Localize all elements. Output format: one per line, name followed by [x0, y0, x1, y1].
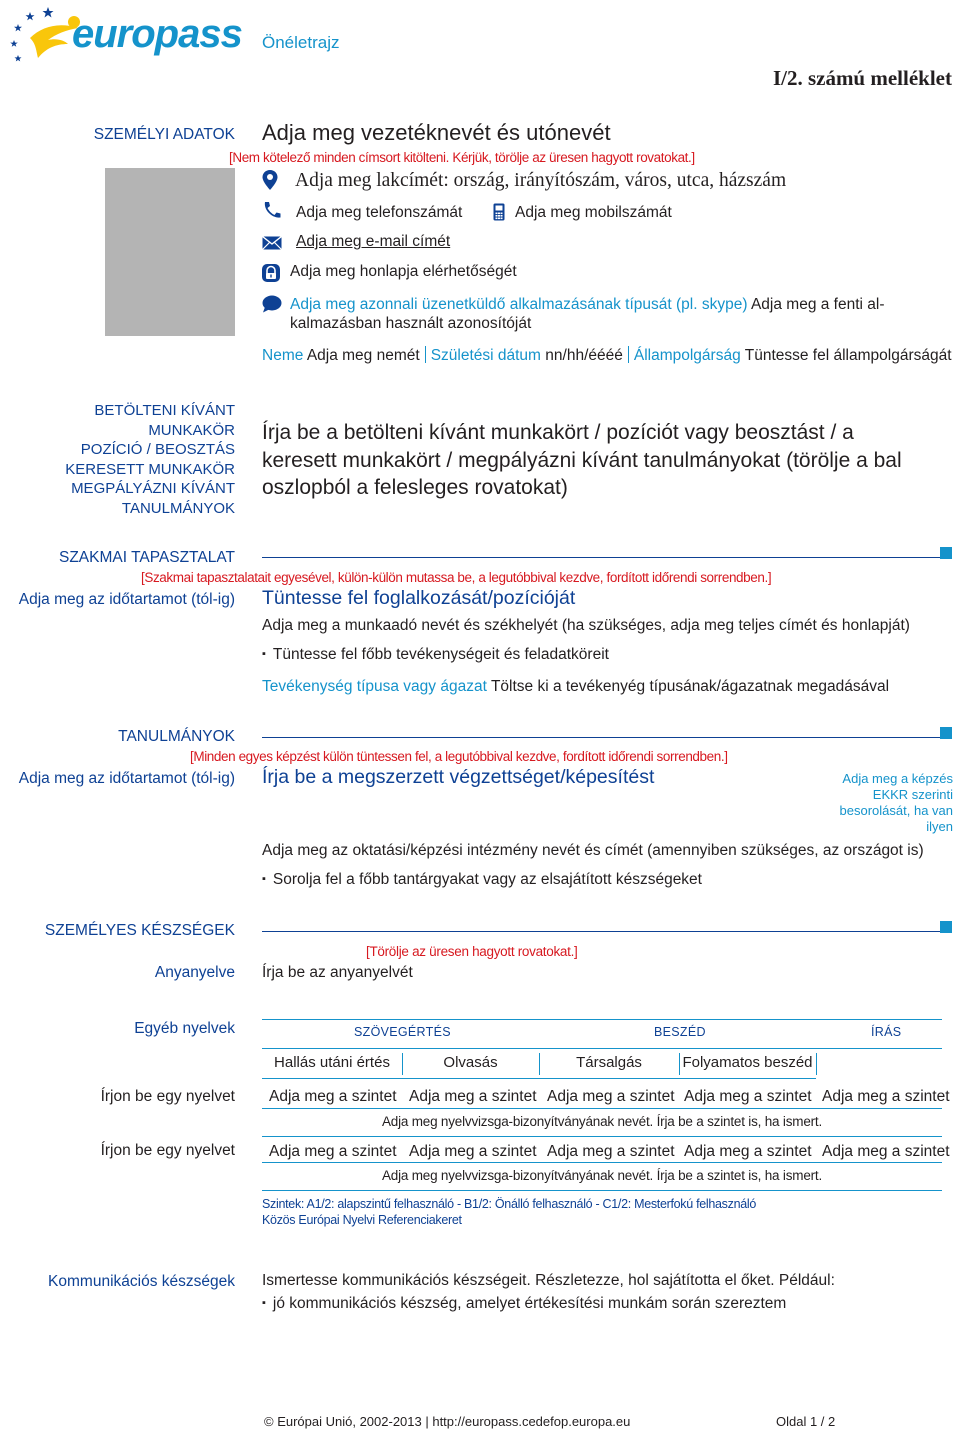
- email-field[interactable]: Adja meg e-mail címét: [296, 233, 451, 250]
- nationality-label: Állampolgárság: [633, 347, 741, 364]
- mother-tongue-label: Anyanyelve: [154, 964, 235, 981]
- section-divider: [262, 931, 942, 932]
- position-label-line: MUNKAKÖR: [148, 421, 235, 439]
- subjects-bullet[interactable]: [262, 871, 702, 889]
- language-level[interactable]: Adja meg a szintet: [269, 1143, 397, 1160]
- subjects-text: Sorolja fel a főbb tantárgyakat vagy az elsajátított készségeket: [272, 871, 702, 888]
- lang-sub-reading: Olvasás: [402, 1048, 539, 1079]
- job-title[interactable]: Tüntesse fel foglalkozását/pozícióját: [262, 587, 576, 609]
- envelope-icon: [262, 236, 282, 255]
- eqf-level[interactable]: [840, 771, 953, 835]
- position-labels: [65, 401, 235, 518]
- position-label-line: MEGPÁLYÁZNI KÍVÁNT: [71, 480, 235, 497]
- nationality-field[interactable]: Tüntesse fel állampolgárságát: [744, 347, 952, 364]
- separator: [425, 346, 426, 363]
- skills-note: [Törölje az üresen hagyott rovatokat.]: [366, 944, 578, 959]
- full-name: Adja meg vezetéknevét és utónevét: [262, 120, 611, 145]
- experience-note: [Szakmai tapasztalatait egyesével, külön-külön mutassa be, a legutóbbival kezdve, fordított időrendi sorrendben.]: [141, 570, 772, 585]
- eqf-line: Adja meg a képzés: [842, 771, 953, 786]
- language-level[interactable]: Adja meg a szintet: [822, 1088, 950, 1105]
- sector-line[interactable]: [262, 678, 889, 696]
- language-level[interactable]: Adja meg a szintet: [269, 1088, 397, 1105]
- personal-info-line: [262, 346, 952, 365]
- language-level[interactable]: Adja meg a szintet: [684, 1143, 812, 1160]
- position-label-line: KERESETT MUNKAKÖR: [65, 460, 235, 478]
- dob-field[interactable]: nn/hh/éééé: [545, 347, 623, 364]
- activity-bullet[interactable]: [262, 646, 609, 664]
- im-type-label: Adja meg azonnali üzenetküldő alkalmazásának típusát (pl. skype): [290, 296, 748, 313]
- mother-tongue-field[interactable]: Írja be az anyanyelvét: [262, 964, 413, 981]
- position-text[interactable]: [262, 419, 902, 502]
- lang-header-speaking: BESZÉD: [654, 1025, 706, 1039]
- institution-field[interactable]: Adja meg az oktatási/képzési intézmény nevét és címét (amennyiben szükséges, az országot is): [262, 842, 924, 859]
- experience-section-label: SZAKMAI TAPASZTALAT: [59, 549, 235, 566]
- lang-sub-production: Folyamatos beszéd: [679, 1048, 816, 1079]
- section-divider: [262, 737, 942, 738]
- position-label-line: POZÍCIÓ / BEOSZTÁS: [80, 441, 235, 458]
- language-level[interactable]: Adja meg a szintet: [547, 1088, 675, 1105]
- location-pin-icon: [262, 170, 278, 195]
- position-label-line: BETÖLTENI KÍVÁNT: [94, 402, 235, 419]
- phone-icon: [262, 201, 282, 224]
- chat-bubble-icon: [262, 295, 282, 318]
- language-level[interactable]: Adja meg a szintet: [547, 1143, 675, 1160]
- im-id-value-cont: kalmazásban használt azonosítóját: [290, 315, 532, 332]
- sector-value: Töltse ki a tevékenyég típusának/ágazatnak megadásával: [490, 678, 890, 695]
- other-languages-label: Egyéb nyelvek: [134, 1020, 235, 1037]
- communication-bullet-text: jó kommunikációs készség, amelyet értékesítési munkám során szereztem: [272, 1295, 787, 1312]
- europass-wordmark: europass: [72, 12, 242, 56]
- language-level[interactable]: Adja meg a szintet: [409, 1088, 537, 1105]
- section-square-icon: [940, 921, 952, 933]
- personal-note: [Nem kötelező minden címsort kitölteni. Kérjük, törölje az üresen hagyott rovatokat.]: [229, 150, 695, 165]
- communication-label: Kommunikációs készségek: [48, 1273, 235, 1290]
- language-level[interactable]: Adja meg a szintet: [822, 1143, 950, 1160]
- section-square-icon: [940, 547, 952, 559]
- lang-header-writing: ÍRÁS: [871, 1025, 902, 1039]
- europass-logo: [8, 4, 248, 70]
- footer-copyright: © Európai Unió, 2002-2013 | http://europass.cedefop.europa.eu: [264, 1414, 631, 1429]
- separator: [628, 346, 629, 363]
- column-separator: [402, 1053, 403, 1075]
- im-type-field[interactable]: [290, 296, 885, 314]
- im-id-value: Adja meg a fenti al-: [750, 296, 885, 313]
- activity-text: Tüntesse fel főbb tevékenységeit és feladatköreit: [272, 646, 609, 663]
- address-field[interactable]: Adja meg lakcímét: ország, irányítószám, város, utca, házszám: [295, 170, 787, 191]
- position-text-line: keresett munkakört / megpályázni kívánt tanulmányokat (törölje a bal: [262, 448, 902, 472]
- language-level[interactable]: Adja meg a szintet: [684, 1088, 812, 1105]
- dob-label: Születési dátum: [430, 347, 541, 364]
- mobile-field[interactable]: Adja meg mobilszámát: [515, 204, 672, 221]
- website-icon: [262, 264, 280, 287]
- experience-dates[interactable]: Adja meg az időtartamot (tól-ig): [18, 591, 235, 608]
- skills-section-label: SZEMÉLYES KÉSZSÉGEK: [44, 922, 235, 939]
- qualification-title[interactable]: Írja be a megszerzett végzettséget/képesítést: [262, 766, 655, 788]
- footer-page-number: Oldal 1 / 2: [776, 1414, 836, 1429]
- position-label-line: TANULMÁNYOK: [121, 499, 235, 517]
- language-certificate[interactable]: Adja meg nyelvvizsga-bizonyítványának nevét. Írja be a szintet is, ha ismert.: [381, 1168, 823, 1183]
- communication-text[interactable]: Ismertesse kommunikációs készségeit. Részletezze, hol sajátította el őket. Például:: [262, 1272, 835, 1289]
- mobile-icon: [493, 203, 505, 226]
- section-divider: [262, 557, 942, 558]
- language-1-name[interactable]: Írjon be egy nyelvet: [100, 1088, 235, 1105]
- language-2-name[interactable]: Írjon be egy nyelvet: [100, 1142, 235, 1159]
- column-separator: [816, 1053, 817, 1075]
- section-square-icon: [940, 727, 952, 739]
- phone-field[interactable]: Adja meg telefonszámát: [296, 204, 463, 221]
- annex-label: I/2. számú melléklet: [772, 66, 952, 90]
- eqf-line: EKKR szerinti: [872, 787, 953, 802]
- communication-bullet[interactable]: [262, 1295, 786, 1313]
- column-separator: [539, 1053, 540, 1075]
- education-dates[interactable]: Adja meg az időtartamot (tól-ig): [18, 770, 235, 787]
- sector-label: Tevékenység típusa vagy ágazat: [262, 678, 487, 695]
- lang-header-understanding: SZÖVEGÉRTÉS: [354, 1025, 451, 1039]
- language-certificate[interactable]: Adja meg nyelvvizsga-bizonyítványának nevét. Írja be a szintet is, ha ismert.: [381, 1114, 823, 1129]
- position-text-line: Írja be a betölteni kívánt munkakört / pozíciót vagy beosztást / a: [262, 421, 854, 444]
- education-note: [Minden egyes képzést külön tüntessen fel, a legutóbbival kezdve, fordított időrendi sorrendben.]: [190, 749, 728, 764]
- lang-sub-interaction: Társalgás: [539, 1048, 679, 1079]
- sex-field[interactable]: Adja meg nemét: [306, 347, 420, 364]
- levels-note: Szintek: A1/2: alapszintű felhasználó - B1/2: Önálló felhasználó - C1/2: Mesterfokú felhasználó: [262, 1197, 757, 1211]
- education-section-label: TANULMÁNYOK: [118, 728, 235, 745]
- cefr-note: Közös Európai Nyelvi Referenciakeret: [262, 1213, 462, 1227]
- lang-sub-listening: Hallás utáni értés: [262, 1048, 402, 1079]
- language-level[interactable]: Adja meg a szintet: [409, 1143, 537, 1160]
- personal-section-label: SZEMÉLYI ADATOK: [93, 126, 235, 143]
- eqf-line: besorolását, ha van: [839, 803, 953, 818]
- position-text-line: oszlopból a felesleges rovatokat): [262, 476, 568, 499]
- eqf-line: ilyen: [926, 819, 953, 834]
- photo-placeholder: [105, 168, 235, 336]
- website-field[interactable]: Adja meg honlapja elérhetőségét: [290, 263, 517, 280]
- sex-label: Neme: [262, 347, 304, 364]
- employer-field[interactable]: Adja meg a munkaadó nevét és székhelyét (ha szükséges, adja meg teljes címét és honlapját): [262, 617, 910, 634]
- document-type: Önéletrajz: [262, 33, 340, 52]
- column-separator: [679, 1053, 680, 1075]
